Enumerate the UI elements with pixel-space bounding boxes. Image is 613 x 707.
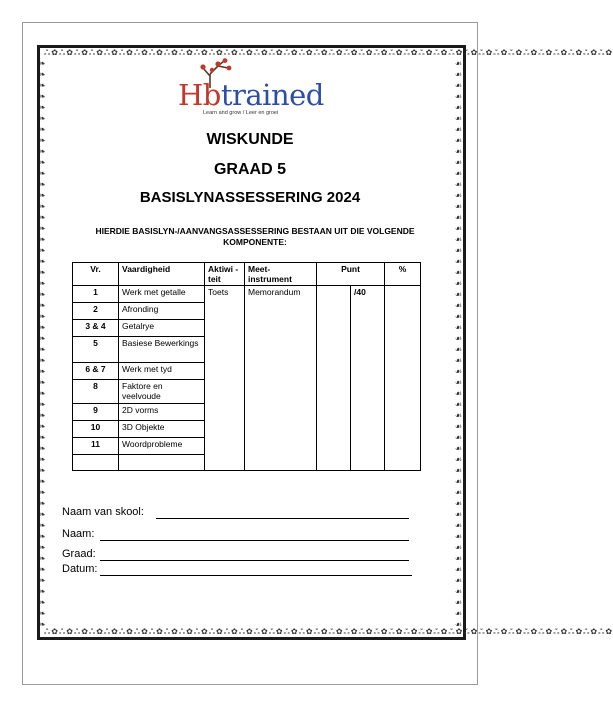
row-nr-empty — [73, 455, 119, 471]
row-skill-empty — [119, 455, 205, 471]
row-skill: Faktore en veelvoude — [119, 380, 205, 404]
row-skill: Werk met getalle — [119, 286, 205, 303]
logo-tagline: Learn and grow / Leer en groei — [203, 110, 279, 116]
row-nr: 6 & 7 — [73, 363, 119, 380]
row-nr: 9 — [73, 404, 119, 421]
subject-title: WISKUNDE — [206, 131, 294, 148]
row-nr: 2 — [73, 303, 119, 320]
col-header-points: Punt — [317, 263, 385, 286]
hbtrained-logo — [170, 58, 330, 124]
row-skill: Werk met tyd — [119, 363, 205, 380]
row-skill: 2D vorms — [119, 404, 205, 421]
date-label: Datum: — [62, 563, 98, 575]
instrument-cell: Memorandum — [245, 286, 317, 471]
row-skill: Woordprobleme — [119, 438, 205, 455]
row-nr: 11 — [73, 438, 119, 455]
row-skill: Basiese Bewerkings — [119, 337, 205, 363]
row-nr: 1 — [73, 286, 119, 303]
col-header-skill: Vaardigheid — [119, 263, 205, 286]
table-row — [73, 286, 421, 303]
grade-title: GRAAD 5 — [213, 161, 286, 178]
points-score-cell — [317, 286, 351, 471]
border-vine-right: ☙☙☙☙☙☙☙☙☙☙☙☙☙☙☙☙☙☙☙☙☙☙☙☙☙☙☙☙☙☙☙☙☙☙☙☙☙☙☙☙☙☙☙☙☙☙☙☙☙☙☙☙ — [455, 59, 463, 629]
row-skill: Getalrye — [119, 320, 205, 337]
row-nr: 3 & 4 — [73, 320, 119, 337]
school-name-label: Naam van skool: — [62, 506, 144, 518]
grade-field — [62, 548, 96, 560]
col-header-instrument: Meet-instrument — [245, 263, 317, 286]
intro-text: HIERDIE BASISLYN-/AANVANGSASSESSERING BESTAAN UIT DIE VOLGENDE KOMPONENTE: — [95, 226, 415, 247]
row-skill: 3D Objekte — [119, 421, 205, 438]
row-nr: 5 — [73, 337, 119, 363]
components-table — [72, 262, 421, 471]
border-vine-left: ❧❧❧❧❧❧❧❧❧❧❧❧❧❧❧❧❧❧❧❧❧❧❧❧❧❧❧❧❧❧❧❧❧❧❧❧❧❧❧❧❧❧❧❧❧❧❧❧❧❧❧❧ — [39, 59, 46, 629]
points-total-cell: /40 — [351, 286, 385, 471]
name-field — [62, 528, 94, 540]
date-field — [62, 563, 97, 575]
grade-label: Graad: — [62, 548, 96, 560]
row-skill: Afronding — [119, 303, 205, 320]
school-name-field — [62, 506, 144, 518]
assessment-title: BASISLYNASSESSERING 2024 — [139, 189, 361, 206]
activity-cell: Toets — [205, 286, 245, 471]
border-vine-bottom: ஃ✿ஃ✿ஃ✿ஃ✿ஃ✿ஃ✿ஃ✿ஃ✿ஃ✿ஃ✿ஃ✿ஃ✿ஃ✿ஃ✿ஃ✿ஃ✿ஃ✿ஃ✿ஃ✿ஃ✿ஃ✿ஃ✿ஃ✿ஃ✿ஃ✿ஃ✿ஃ✿ஃ✿ஃ✿ஃ✿ஃ✿ஃ✿ஃ✿ஃ✿ஃ✿ஃ✿ஃ✿ஃ✿ — [44, 627, 613, 636]
percent-cell — [385, 286, 421, 471]
logo-wordmark: Hbtrained — [178, 78, 324, 112]
row-nr: 10 — [73, 421, 119, 438]
name-label: Naam: — [62, 528, 95, 540]
col-header-percent: % — [385, 263, 421, 286]
border-vine-top: ஃ✿ஃ✿ஃ✿ஃ✿ஃ✿ஃ✿ஃ✿ஃ✿ஃ✿ஃ✿ஃ✿ஃ✿ஃ✿ஃ✿ஃ✿ஃ✿ஃ✿ஃ✿ஃ✿ஃ✿ஃ✿ஃ✿ஃ✿ஃ✿ஃ✿ஃ✿ஃ✿ஃ✿ஃ✿ஃ✿ஃ✿ஃ✿ஃ✿ஃ✿ஃ✿ஃ✿ஃ✿ஃ✿ — [44, 48, 613, 57]
col-header-activity: Aktiwi -teit — [205, 263, 245, 286]
table-header-row — [73, 263, 421, 286]
col-header-nr: Vr. — [73, 263, 119, 286]
row-nr: 8 — [73, 380, 119, 404]
